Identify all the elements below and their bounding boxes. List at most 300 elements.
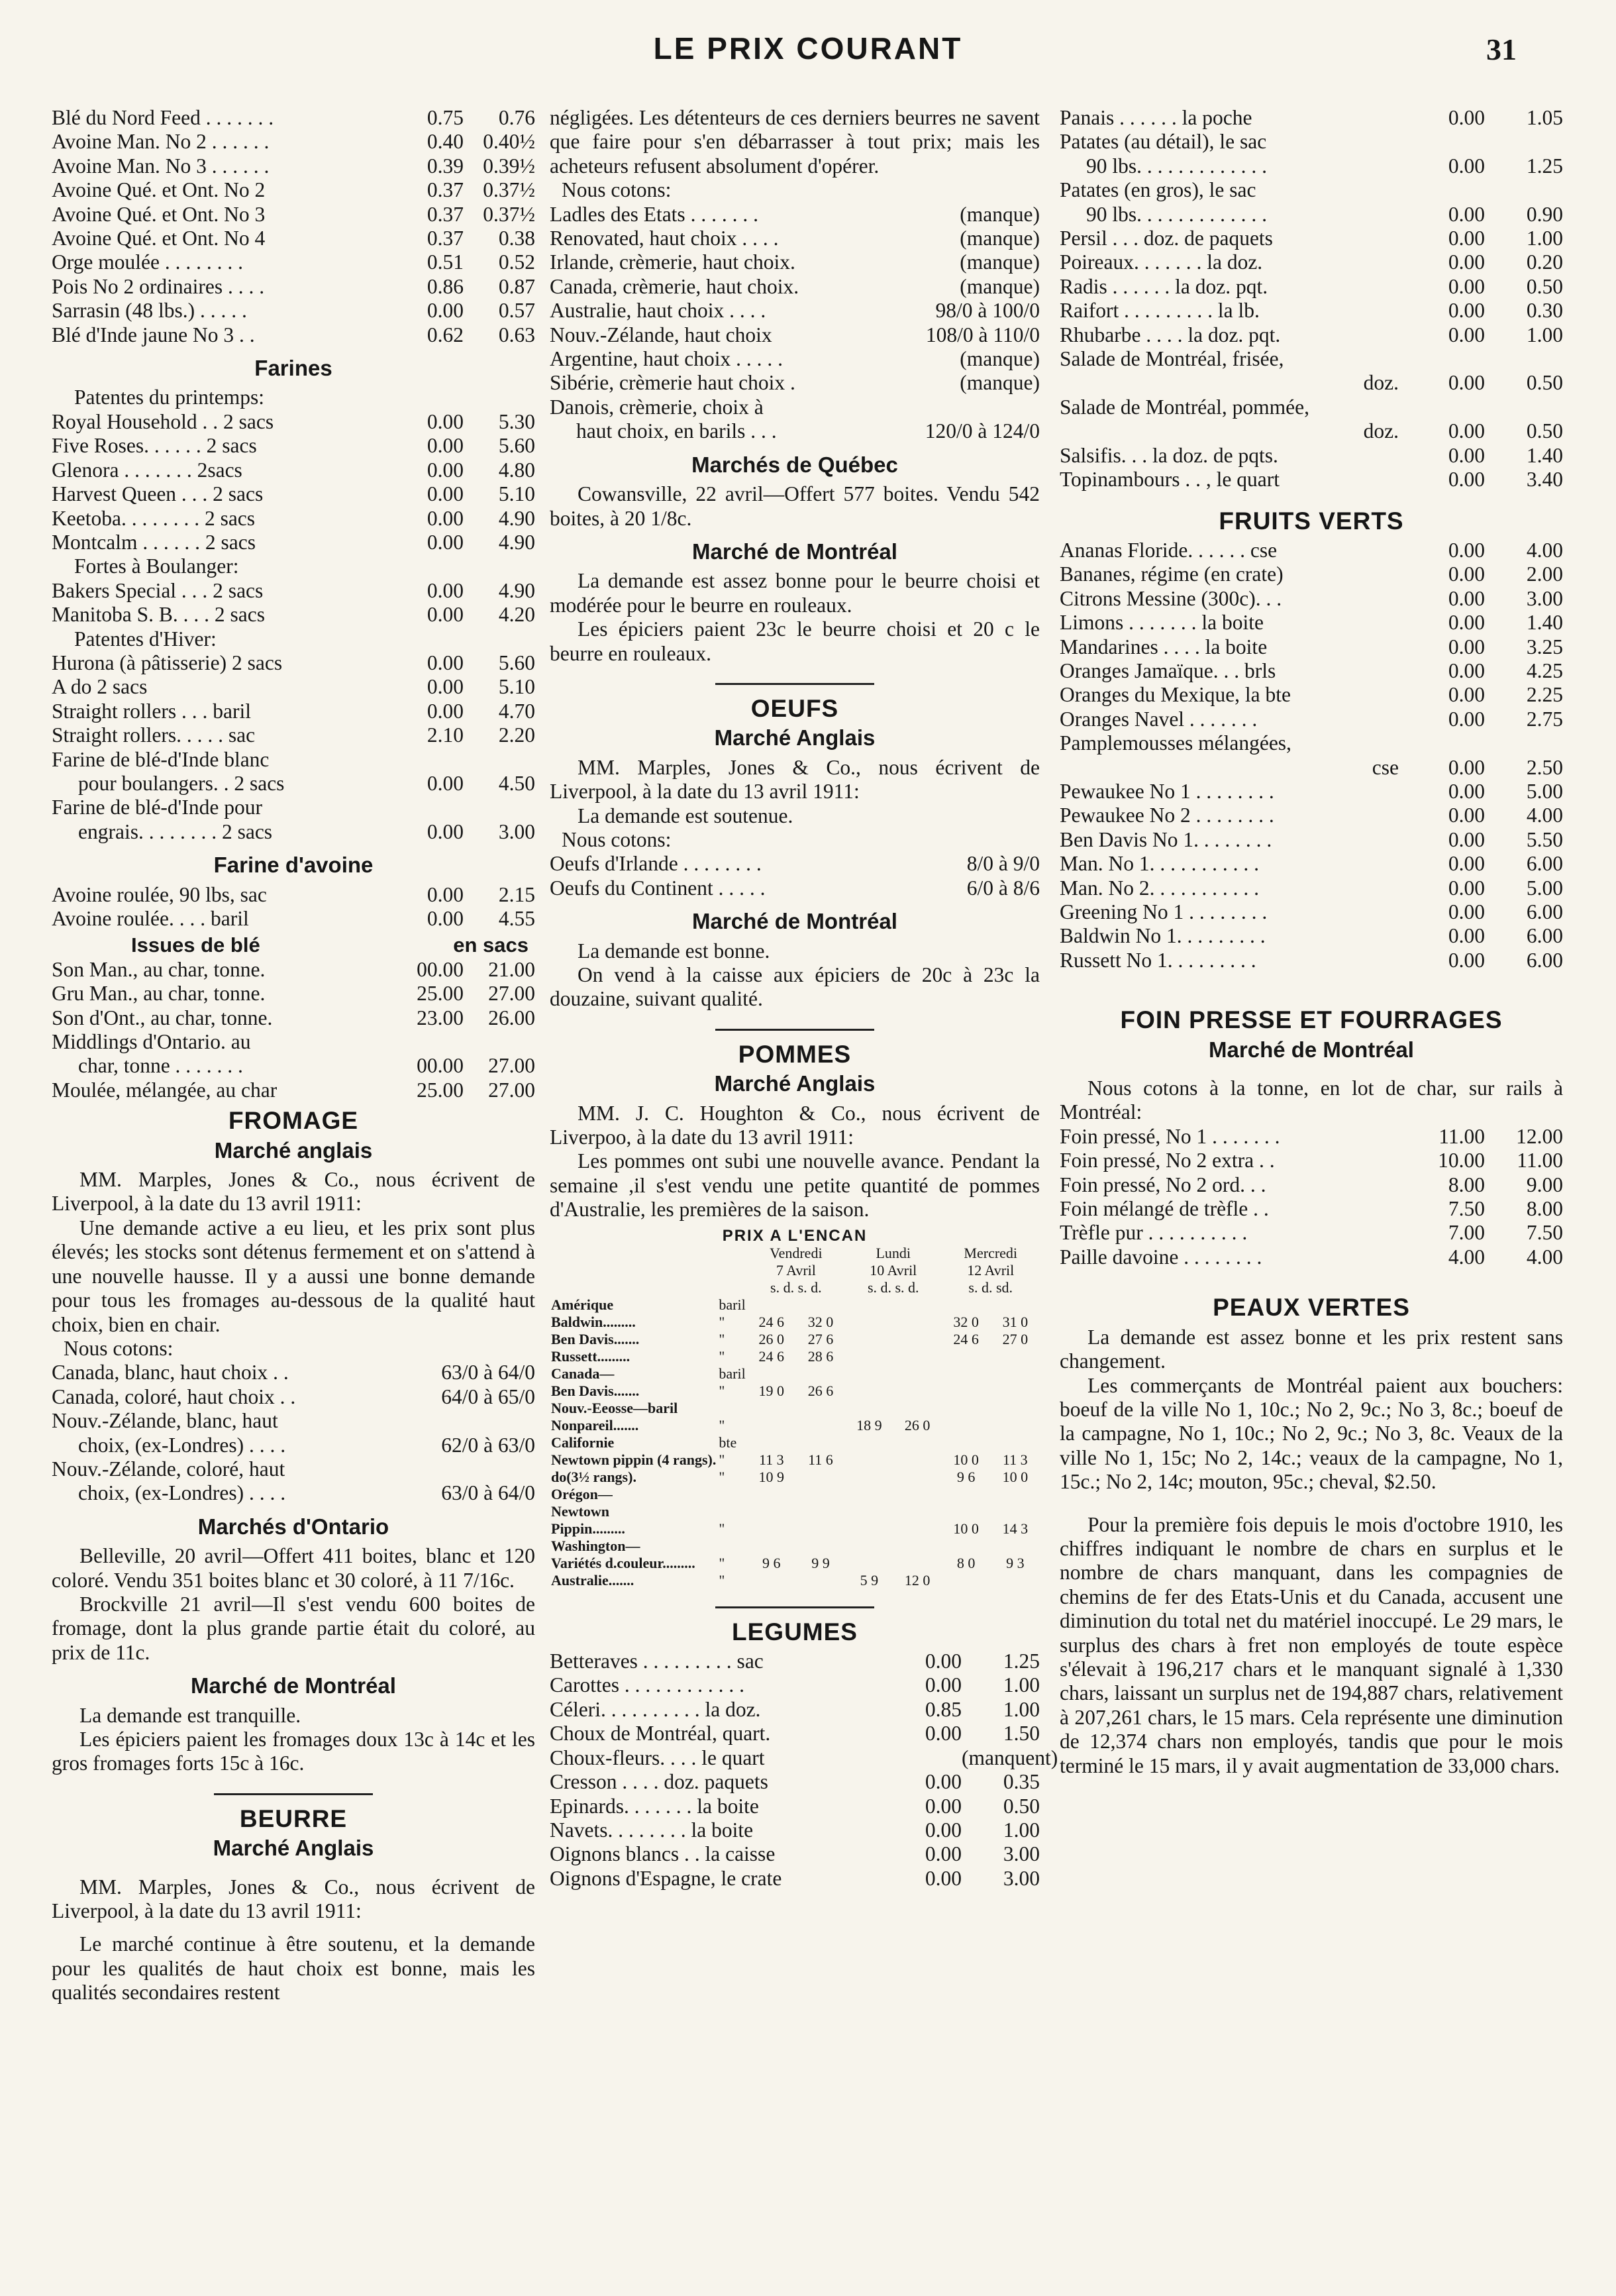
- price-low: 0.00: [427, 882, 464, 906]
- fruit-price-list: [1060, 780, 1563, 972]
- auction-price: [747, 1486, 796, 1503]
- price-high: 0.37½: [483, 178, 535, 202]
- section-heading-montreal: Marché de Montréal: [191, 1673, 396, 1698]
- auction-unit: baril: [719, 1296, 746, 1313]
- auction-unit: ": [719, 1347, 725, 1365]
- price-row: [1060, 1197, 1563, 1221]
- price-label: Choux-fleurs. . . . le quart: [550, 1746, 765, 1769]
- price-low: 0.00: [925, 1673, 962, 1697]
- price-label: pour boulangers. . 2 sacs: [78, 771, 285, 795]
- price-label: Keetoba. . . . . . . . 2 sacs: [52, 506, 256, 530]
- price-label: Pewaukee No 2 . . . . . . . .: [1060, 804, 1274, 827]
- price-row: [52, 907, 535, 931]
- price-row: [52, 820, 535, 844]
- auction-variety: Newtown pippin (4 rangs).: [551, 1451, 717, 1468]
- column-right: [1060, 106, 1563, 2270]
- auction-price: [991, 1538, 1040, 1555]
- price-label: Son d'Ont., au char, tonne.: [52, 1006, 273, 1029]
- price-high: 1.50: [1003, 1722, 1040, 1746]
- price-low: 7.00: [1448, 1221, 1485, 1245]
- price-range: 8/0 à 9/0: [966, 852, 1040, 876]
- auction-unit: ": [719, 1468, 725, 1485]
- bran-price-list: [52, 958, 535, 1030]
- price-range: (manque): [960, 250, 1040, 274]
- subheading-marche-montreal: Marché de Montréal: [1209, 1037, 1414, 1062]
- price-low: 0.00: [1448, 948, 1485, 972]
- price-row: [52, 275, 535, 299]
- auction-price: [991, 1503, 1040, 1520]
- price-row: [52, 482, 535, 506]
- price-row: [1060, 876, 1563, 900]
- flour-price-list: [52, 579, 535, 627]
- price-row: [550, 347, 1040, 371]
- price-low: 0.00: [427, 699, 464, 723]
- price-row: [52, 227, 535, 250]
- price-low: 0.00: [1448, 299, 1485, 323]
- auction-price: [941, 1365, 990, 1383]
- auction-price: [845, 1365, 893, 1383]
- auction-price: [893, 1331, 942, 1348]
- price-label: Baldwin No 1. . . . . . . . .: [1060, 924, 1266, 948]
- price-label: Salsifis. . . la doz. de pqts.: [1060, 443, 1278, 467]
- price-low: 0.62: [427, 323, 464, 346]
- price-row: [1060, 419, 1563, 443]
- price-high: 5.30: [498, 409, 535, 433]
- subheading-patentes-hiver: Patentes d'Hiver:: [74, 627, 217, 651]
- auction-unit-header: s. d. sd.: [968, 1278, 1013, 1296]
- price-low: 0.00: [427, 458, 464, 482]
- auction-date-header: 7 Avril: [776, 1261, 816, 1278]
- price-row: [52, 958, 535, 982]
- grain-price-list: [52, 106, 535, 347]
- price-high: 1.40: [1526, 443, 1563, 467]
- auction-price: [845, 1503, 893, 1520]
- price-row: [1060, 707, 1563, 731]
- auction-price: [796, 1486, 845, 1503]
- price-label: Man. No 1. . . . . . . . . . .: [1060, 852, 1259, 876]
- price-high: 4.50: [498, 771, 535, 795]
- price-low: 11.00: [1439, 1124, 1485, 1148]
- price-row: [550, 323, 1040, 347]
- auction-price: 11 3: [1003, 1451, 1028, 1468]
- auction-row: [550, 1331, 1040, 1348]
- price-low: 0.40: [427, 130, 464, 154]
- auction-price: 32 0: [807, 1313, 834, 1330]
- price-low: 0.00: [427, 771, 464, 795]
- price-row: [52, 883, 535, 907]
- auction-row: [550, 1314, 1040, 1331]
- price-high: 5.60: [498, 434, 535, 458]
- price-label: Betteraves . . . . . . . . . sac: [550, 1649, 764, 1673]
- auction-price: 24 6: [758, 1313, 785, 1330]
- auction-price: [941, 1348, 990, 1365]
- price-high: 4.90: [498, 506, 535, 530]
- price-high: 2.00: [1526, 562, 1563, 586]
- auction-row: [550, 1383, 1040, 1400]
- price-range: 62/0 à 63/0: [441, 1433, 535, 1457]
- auction-price: 18 9: [856, 1416, 882, 1434]
- price-label: Ananas Floride. . . . . . cse: [1060, 538, 1278, 562]
- auction-price: 9 3: [1006, 1554, 1025, 1571]
- price-row: [52, 178, 535, 202]
- subheading-fortes-boulanger: Fortes à Boulanger:: [74, 554, 239, 578]
- price-row: [1060, 371, 1563, 395]
- price-low: 0.75: [427, 106, 464, 129]
- auction-price: [747, 1296, 796, 1314]
- price-label: A do 2 sacs: [52, 675, 148, 699]
- price-low: 0.00: [925, 1649, 962, 1673]
- price-range: (manque): [960, 202, 1040, 226]
- auction-price: [893, 1296, 942, 1314]
- paragraph: MM. Marples, Jones & Co., nous écrivent de Liverpool, à la date du 13 avril 1911:: [52, 1875, 535, 1923]
- auction-row: [550, 1434, 1040, 1451]
- price-label: Limons . . . . . . . la boite: [1060, 611, 1264, 635]
- price-label: Harvest Queen . . . 2 sacs: [52, 482, 264, 506]
- price-high: 27.00: [488, 1078, 535, 1102]
- auction-unit: ": [719, 1313, 725, 1330]
- auction-price: [893, 1520, 942, 1538]
- auction-price: [893, 1469, 942, 1486]
- price-label: Paille davoine . . . . . . . .: [1060, 1245, 1262, 1269]
- price-row: [1060, 852, 1563, 876]
- auction-price: 10 9: [758, 1468, 785, 1485]
- price-low: 0.00: [427, 603, 464, 627]
- section-heading-foin: FOIN PRESSE ET FOURRAGES: [1120, 1006, 1503, 1034]
- price-low: 25.00: [417, 1078, 464, 1102]
- price-low: 0.85: [925, 1697, 962, 1721]
- auction-price: 31 0: [1002, 1313, 1029, 1330]
- flour-price-list: [52, 651, 535, 748]
- price-high: 1.00: [1003, 1818, 1040, 1842]
- auction-row: [550, 1365, 1040, 1383]
- price-label: Canada, crèmerie, haut choix.: [550, 274, 799, 298]
- price-high: 8.00: [1526, 1197, 1563, 1221]
- price-label: Oranges Navel . . . . . . .: [1060, 707, 1258, 731]
- price-label: Oranges du Mexique, la bte: [1060, 683, 1291, 707]
- price-high: 3.00: [1003, 1866, 1040, 1890]
- price-low: 0.00: [1448, 827, 1485, 851]
- paragraph: La demande est assez bonne et les prix restent sans changement.: [1060, 1325, 1563, 1373]
- price-label: Five Roses. . . . . . 2 sacs: [52, 434, 257, 458]
- price-low: 0.00: [1448, 755, 1485, 779]
- price-row: [550, 1867, 1040, 1891]
- auction-price: [845, 1538, 893, 1555]
- butter-price-list: [550, 203, 1040, 395]
- price-low: 7.50: [1448, 1197, 1485, 1221]
- auction-price: [845, 1383, 893, 1400]
- section-heading-pommes: POMMES: [738, 1040, 852, 1068]
- price-row: [52, 203, 535, 227]
- price-row: [52, 154, 535, 178]
- price-high: 0.87: [498, 274, 535, 298]
- price-range: 64/0 à 65/0: [441, 1384, 535, 1408]
- paragraph: Les épiciers paient 23c le beurre choisi et 20 c le beurre en rouleaux.: [550, 617, 1040, 665]
- auction-price: 19 0: [758, 1382, 785, 1399]
- auction-day-header: Mercredi: [964, 1244, 1018, 1261]
- price-high: 4.00: [1526, 804, 1563, 827]
- vegetable-price-list: [1060, 106, 1563, 130]
- price-label: Foin pressé, No 2 ord. . .: [1060, 1173, 1266, 1196]
- price-high: 5.50: [1526, 827, 1563, 851]
- price-label: Epinards. . . . . . . la boite: [550, 1794, 759, 1818]
- price-row: [1060, 949, 1563, 972]
- price-row: [1060, 683, 1563, 707]
- auction-price: [991, 1348, 1040, 1365]
- auction-price: [991, 1417, 1040, 1434]
- auction-price: [796, 1469, 845, 1486]
- price-label: 90 lbs. . . . . . . . . . . . .: [1086, 154, 1268, 178]
- price-label: Mandarines . . . . la boite: [1060, 635, 1268, 658]
- auction-price: [747, 1400, 796, 1417]
- auction-unit-header: s. d. s. d.: [770, 1278, 822, 1296]
- price-row: [550, 203, 1040, 227]
- section-heading-farine-avoine: Farine d'avoine: [213, 853, 374, 878]
- price-label: Salade de Montréal, pommée,: [1060, 395, 1310, 419]
- auction-price: [845, 1451, 893, 1469]
- price-label: Citrons Messine (300c). . .: [1060, 586, 1282, 610]
- paragraph: La demande est soutenue.: [578, 804, 793, 827]
- price-low: 0.00: [925, 1818, 962, 1842]
- price-label: Danois, crèmerie, choix à: [550, 395, 764, 419]
- price-row: [550, 1649, 1040, 1673]
- section-heading-montreal: Marché de Montréal: [692, 909, 897, 934]
- section-heading-legumes: LEGUMES: [732, 1618, 858, 1645]
- price-high: 7.50: [1526, 1221, 1563, 1245]
- section-heading-farines: Farines: [254, 356, 332, 381]
- price-low: 0.86: [427, 274, 464, 298]
- price-label: Avoine Qué. et Ont. No 3: [52, 202, 266, 226]
- price-high: 0.38: [498, 227, 535, 250]
- price-high: 1.25: [1526, 154, 1563, 178]
- price-low: 0.37: [427, 227, 464, 250]
- auction-price: [796, 1434, 845, 1451]
- price-label: Foin mélangé de trèfle . .: [1060, 1197, 1269, 1221]
- price-label: Straight rollers. . . . . sac: [52, 723, 256, 747]
- price-row: [52, 651, 535, 675]
- price-label: Avoine roulée. . . . baril: [52, 907, 249, 930]
- auction-price: [747, 1365, 796, 1383]
- price-label: Nouv.-Zélande, haut choix: [550, 323, 772, 346]
- price-label: Avoine Qué. et Ont. No 2: [52, 178, 266, 202]
- auction-unit: ": [719, 1451, 725, 1468]
- price-row: [1060, 203, 1563, 227]
- section-heading-fromage: FROMAGE: [228, 1107, 359, 1135]
- price-low: 0.00: [1448, 611, 1485, 635]
- price-high: 6.00: [1526, 852, 1563, 876]
- price-high: 2.15: [498, 882, 535, 906]
- paragraph: Le marché continue à être soutenu, et la demande pour les qualités de haut choix est bonne, mais les qualités secondaires restent: [52, 1932, 535, 2005]
- auction-variety: Australie.......: [551, 1571, 634, 1589]
- flour-price-list: [52, 410, 535, 554]
- price-high: 0.50: [1526, 419, 1563, 443]
- auction-unit-header: s. d. s. d.: [867, 1278, 919, 1296]
- price-row: [1060, 539, 1563, 562]
- price-label: Trèfle pur . . . . . . . . . .: [1060, 1221, 1248, 1245]
- price-label: Oranges Jamaïque. . . brls: [1060, 658, 1276, 682]
- price-low: 0.00: [1448, 635, 1485, 658]
- price-low: 0.00: [1448, 202, 1485, 226]
- price-high: 0.35: [1003, 1770, 1040, 1794]
- auction-price: [991, 1296, 1040, 1314]
- auction-price: [941, 1383, 990, 1400]
- price-low: 0.00: [427, 578, 464, 602]
- price-label: Panais . . . . . . la poche: [1060, 106, 1252, 129]
- price-low: 0.00: [1448, 538, 1485, 562]
- price-range: (manque): [960, 274, 1040, 298]
- section-heading-issues: [52, 933, 535, 957]
- price-label: Nouv.-Zélande, blanc, haut: [52, 1409, 278, 1433]
- price-range: 63/0 à 64/0: [441, 1361, 535, 1384]
- price-label: Middlings d'Ontario. au: [52, 1030, 251, 1054]
- auction-unit: [717, 1486, 746, 1503]
- price-label: Cresson . . . . doz. paquets: [550, 1770, 768, 1794]
- auction-price: [845, 1434, 893, 1451]
- price-row: [550, 275, 1040, 299]
- auction-variety: Pippin.........: [551, 1520, 625, 1537]
- price-high: 5.00: [1526, 779, 1563, 803]
- price-low: 0.00: [925, 1866, 962, 1890]
- auction-price: 24 6: [758, 1347, 785, 1365]
- auction-price: [747, 1434, 796, 1451]
- price-row: [52, 299, 535, 323]
- auction-variety: Ben Davis.......: [551, 1382, 640, 1399]
- auction-price: 9 9: [811, 1554, 830, 1571]
- price-label: doz.: [1363, 371, 1399, 395]
- auction-price: [845, 1348, 893, 1365]
- price-low: 0.00: [1448, 924, 1485, 948]
- price-high: 9.00: [1526, 1173, 1563, 1196]
- price-row: [1060, 323, 1563, 347]
- price-label: Argentine, haut choix . . . . .: [550, 347, 783, 371]
- price-label: Ben Davis No 1. . . . . . . .: [1060, 827, 1272, 851]
- auction-price: [893, 1314, 942, 1331]
- price-low: 25.00: [417, 982, 464, 1006]
- price-low: 4.00: [1448, 1245, 1485, 1269]
- price-row: [1060, 635, 1563, 659]
- price-row: [52, 723, 535, 747]
- price-row: [52, 130, 535, 154]
- price-row: [550, 1673, 1040, 1697]
- price-row: [550, 1698, 1040, 1722]
- price-row: [1060, 900, 1563, 924]
- price-low: 0.00: [427, 299, 464, 323]
- auction-price: [796, 1503, 845, 1520]
- auction-price: 32 0: [953, 1313, 979, 1330]
- price-label: Avoine roulée, 90 lbs, sac: [52, 882, 267, 906]
- auction-price: [747, 1417, 796, 1434]
- price-low: 8.00: [1448, 1173, 1485, 1196]
- price-low: 00.00: [417, 957, 464, 981]
- price-high: 0.40½: [483, 130, 535, 154]
- price-high: 0.57: [498, 299, 535, 323]
- price-row: [1060, 299, 1563, 323]
- price-label: Pewaukee No 1 . . . . . . . .: [1060, 779, 1274, 803]
- price-label: Foin pressé, No 1 . . . . . . .: [1060, 1124, 1280, 1148]
- price-row: [550, 371, 1040, 395]
- auction-price: [747, 1520, 796, 1538]
- auction-price: 27 0: [1002, 1330, 1029, 1347]
- price-row: [1060, 587, 1563, 611]
- price-row: [52, 1481, 535, 1505]
- auction-unit: ": [719, 1382, 725, 1399]
- paragraph: La demande est bonne.: [578, 939, 770, 963]
- price-label: Avoine Man. No 3 . . . . . .: [52, 154, 270, 178]
- price-label: Blé d'Inde jaune No 3 . .: [52, 323, 255, 346]
- auction-price: [747, 1572, 796, 1589]
- price-row: [1060, 227, 1563, 250]
- price-row: [1060, 780, 1563, 804]
- price-label: Choux de Montréal, quart.: [550, 1722, 771, 1746]
- price-label: Sibérie, crèmerie haut choix .: [550, 371, 795, 395]
- price-row: [52, 458, 535, 482]
- price-high: 2.20: [498, 723, 535, 747]
- paragraph: On vend à la caisse aux épiciers de 20c à 23c la douzaine, suivant qualité.: [550, 963, 1040, 1011]
- price-label: Raifort . . . . . . . . . la lb.: [1060, 299, 1260, 323]
- price-low: 0.00: [1448, 779, 1485, 803]
- auction-variety: Amérique: [551, 1296, 614, 1313]
- page-header: [0, 26, 1616, 79]
- auction-price: [845, 1331, 893, 1348]
- price-low: 0.00: [427, 409, 464, 433]
- label-nous-cotons: Nous cotons:: [64, 1336, 174, 1360]
- auction-price: 26 0: [904, 1416, 931, 1434]
- price-high: 4.00: [1526, 538, 1563, 562]
- price-row: [1060, 562, 1563, 586]
- column-left: [52, 106, 535, 2270]
- price-row: [52, 700, 535, 723]
- auction-price: 8 0: [956, 1554, 976, 1571]
- price-high: 2.25: [1526, 683, 1563, 707]
- price-label: char, tonne . . . . . . .: [78, 1054, 243, 1078]
- price-label: Persil . . . doz. de paquets: [1060, 227, 1273, 250]
- price-row: [550, 250, 1040, 274]
- price-row: [52, 1361, 535, 1384]
- auction-price: [845, 1555, 893, 1572]
- auction-variety: Baldwin.........: [551, 1313, 636, 1330]
- auction-unit: [717, 1503, 746, 1520]
- price-high: 0.52: [498, 250, 535, 274]
- price-label: Hurona (à pâtisserie) 2 sacs: [52, 651, 283, 674]
- price-range: (manque): [960, 347, 1040, 371]
- paragraph: MM. Marples, Jones & Co., nous écrivent de Liverpool, à la date du 13 avril 1911:: [52, 1168, 535, 1216]
- paragraph: MM. J. C. Houghton & Co., nous écrivent de Liverpoo, à la date du 13 avril 1911:: [550, 1101, 1040, 1149]
- egg-price-list: [550, 852, 1040, 900]
- price-row: [550, 1722, 1040, 1746]
- auction-unit: ": [719, 1416, 725, 1434]
- subheading-marche-anglais: Marché anglais: [214, 1137, 373, 1163]
- price-low: 0.00: [1448, 371, 1485, 395]
- issues-title: Issues de blé: [131, 933, 260, 957]
- price-high: 4.20: [498, 603, 535, 627]
- label-nous-cotons: Nous cotons:: [562, 178, 672, 202]
- price-label: Céleri. . . . . . . . . . la doz.: [550, 1697, 761, 1721]
- price-row: [1060, 444, 1563, 468]
- price-label: Foin pressé, No 2 extra . .: [1060, 1149, 1275, 1173]
- paragraph: Les pommes ont subi une nouvelle avance. Pendant la semaine ,il s'est vendu une petite quantité de pommes d'Australie, les premières de la saison.: [550, 1149, 1040, 1222]
- auction-day-header: Lundi: [876, 1244, 911, 1261]
- price-label: Renovated, haut choix . . . .: [550, 227, 779, 250]
- price-label: Patates (en gros), le sac: [1060, 178, 1256, 202]
- price-high: 5.10: [498, 675, 535, 699]
- auction-row: [550, 1296, 1040, 1314]
- price-row: [1060, 1149, 1563, 1173]
- price-row: [52, 323, 535, 347]
- subheading-marche-anglais: Marché Anglais: [714, 1071, 876, 1096]
- price-range: (manque): [960, 227, 1040, 250]
- price-row: [52, 250, 535, 274]
- price-low: 0.37: [427, 202, 464, 226]
- section-divider: [715, 1029, 874, 1031]
